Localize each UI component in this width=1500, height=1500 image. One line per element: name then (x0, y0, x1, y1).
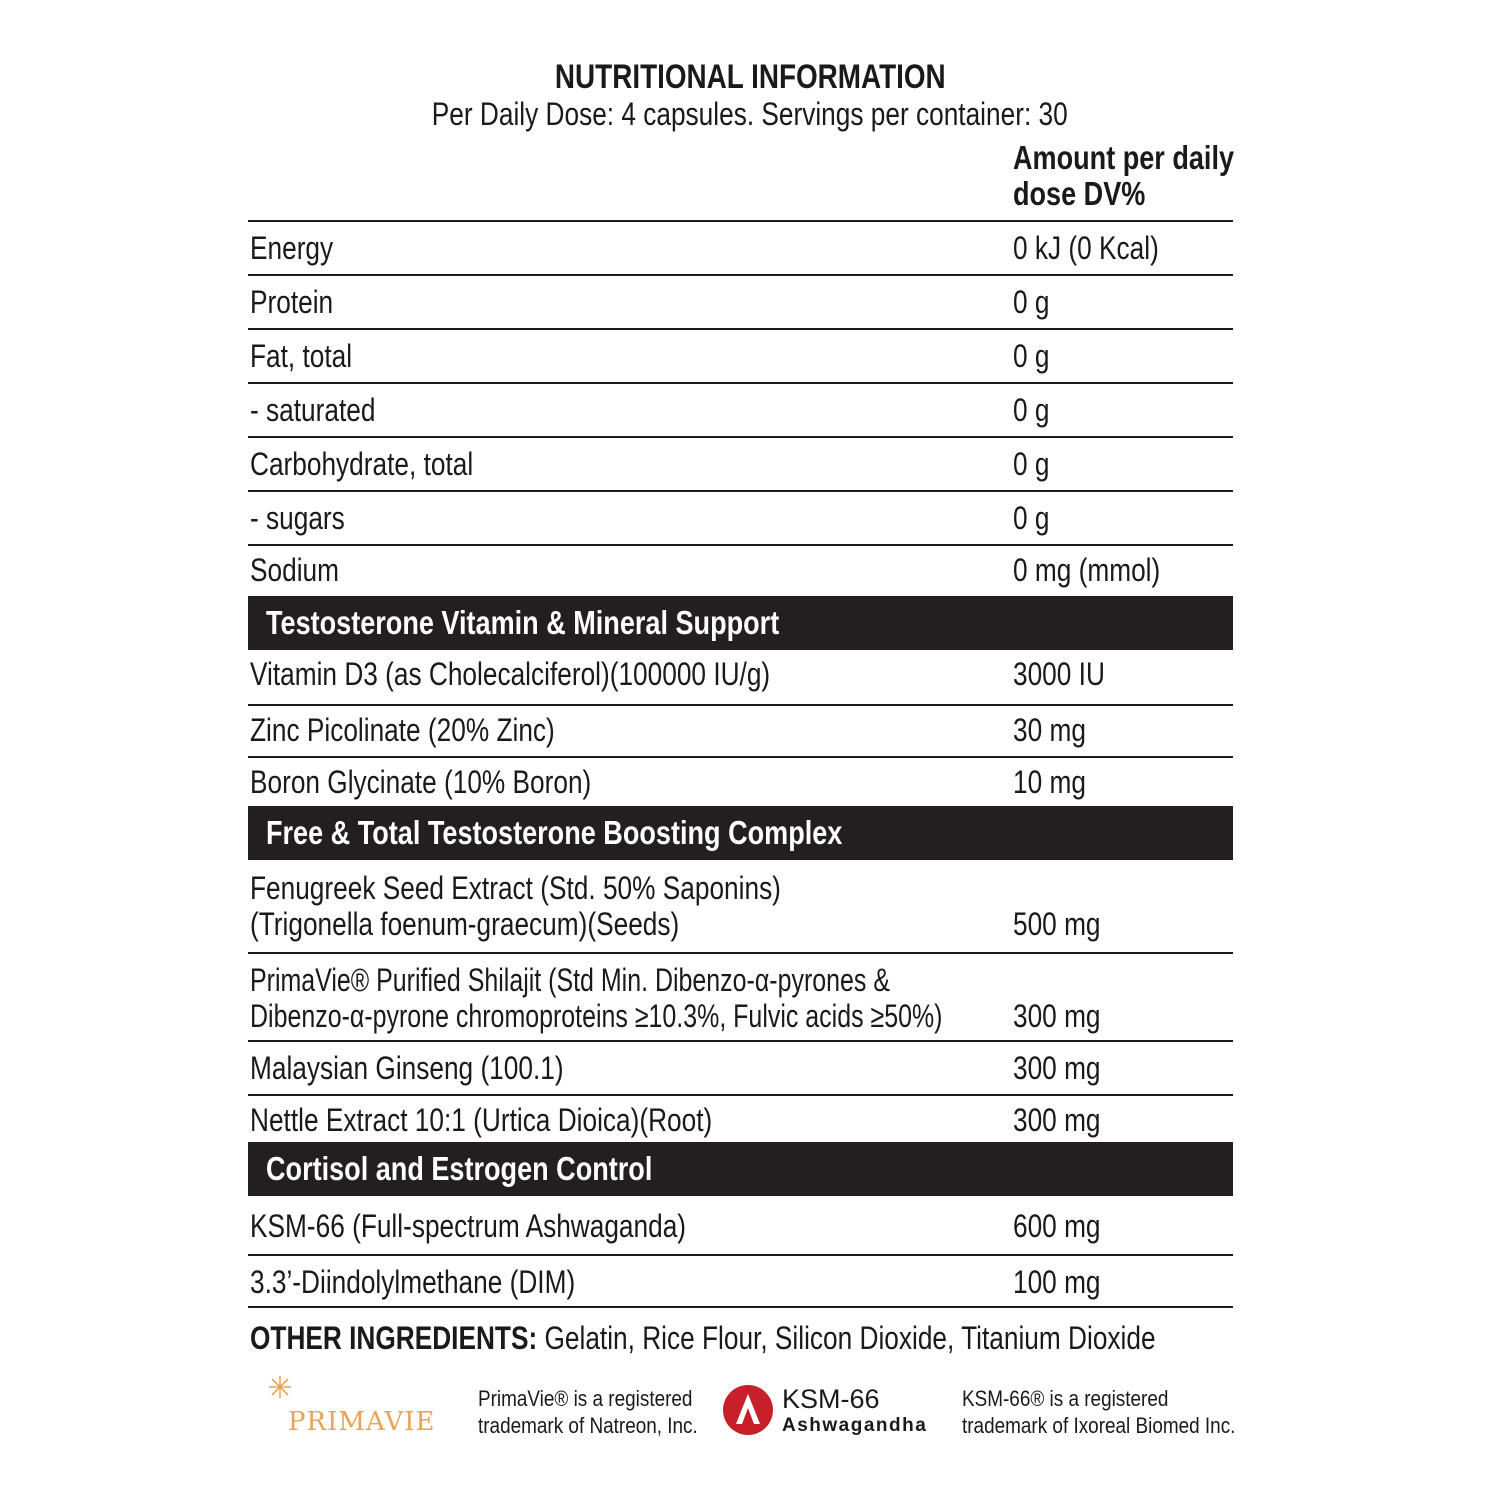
row-name: Vitamin D3 (as Cholecalciferol)(100000 IU/g) (250, 656, 771, 692)
row-value: 0 g (1013, 500, 1050, 536)
row-value: 0 g (1013, 284, 1050, 320)
row-name: 3.3’-Diindolylmethane (DIM) (250, 1264, 576, 1300)
row-name: Protein (250, 284, 334, 320)
ksm66-logo-subtitle: Ashwagandha (782, 1415, 928, 1436)
table-row (248, 220, 1233, 274)
row-name: Zinc Picolinate (20% Zinc) (250, 712, 555, 748)
serving-info: Per Daily Dose: 4 capsules. Servings per container: 30 (432, 96, 1068, 132)
row-value: 0 g (1013, 338, 1050, 374)
row-value: 100 mg (1013, 1264, 1101, 1300)
row-value: 10 mg (1013, 764, 1086, 800)
table-row (248, 704, 1233, 756)
ksm66-logo-title: KSM-66 (782, 1384, 880, 1414)
row-name: Nettle Extract 10:1 (Urtica Dioica)(Root) (250, 1102, 713, 1138)
primavie-trademark-note: PrimaVie® is a registered trademark of Natreon, Inc. (478, 1386, 698, 1438)
table-row (248, 1094, 1233, 1142)
table-row (248, 1254, 1233, 1306)
row-value: 0 g (1013, 392, 1050, 428)
primavie-logo-text: PRIMAVIE (288, 1407, 436, 1437)
row-name: Carbohydrate, total (250, 446, 474, 482)
amount-column-header: Amount per daily dose DV% (1013, 139, 1235, 212)
table-row (248, 436, 1233, 490)
row-value: 0 mg (mmol) (1013, 552, 1161, 588)
ksm66-trademark-note: KSM-66® is a registered trademark of Ixoreal Biomed Inc. (962, 1386, 1236, 1438)
nutrition-table (248, 220, 1233, 1308)
section-header-testosterone-complex: Free & Total Testosterone Boosting Complex (248, 806, 1233, 860)
row-name: Sodium (250, 552, 339, 588)
table-row (248, 382, 1233, 436)
row-name: PrimaVie® Purified Shilajit (Std Min. Dibenzo-α-pyrones & Dibenzo-α-pyrone chromoproteins ≥10.3%, Fulvic acids ≥50%) (250, 962, 943, 1034)
table-row (248, 650, 1233, 704)
table-row (248, 274, 1233, 328)
other-ingredients (250, 1320, 1354, 1357)
row-name: Boron Glycinate (10% Boron) (250, 764, 592, 800)
table-bottom-rule (248, 1306, 1233, 1308)
section-header-vitamin-mineral: Testosterone Vitamin & Mineral Support (248, 596, 1233, 650)
row-value: 0 g (1013, 446, 1050, 482)
row-value: 30 mg (1013, 712, 1086, 748)
ksm66-logo (722, 1380, 947, 1440)
row-name: Energy (250, 230, 334, 266)
row-name: KSM-66 (Full-spectrum Ashwaganda) (250, 1208, 687, 1244)
table-row (248, 756, 1233, 806)
table-row (248, 1040, 1233, 1094)
row-name: Malaysian Ginseng (100.1) (250, 1050, 564, 1086)
row-name: Fat, total (250, 338, 353, 374)
row-value: 0 kJ (0 Kcal) (1013, 230, 1159, 266)
row-value: 600 mg (1013, 1208, 1101, 1244)
row-value: 300 mg (1013, 998, 1101, 1034)
row-name: - saturated (250, 392, 376, 428)
table-row (248, 860, 1233, 952)
table-row (248, 1196, 1233, 1254)
row-value: 3000 IU (1013, 656, 1105, 692)
row-name: - sugars (250, 500, 345, 536)
table-row (248, 328, 1233, 382)
row-value: 300 mg (1013, 1050, 1101, 1086)
table-row (248, 490, 1233, 544)
other-ingredients-text: Gelatin, Rice Flour, Silicon Dioxide, Titanium Dioxide (537, 1320, 1156, 1356)
page-title: NUTRITIONAL INFORMATION (554, 58, 946, 96)
primavie-star-icon (269, 1376, 291, 1398)
section-header-cortisol-estrogen: Cortisol and Estrogen Control (248, 1142, 1233, 1196)
row-value: 300 mg (1013, 1102, 1101, 1138)
row-name: Fenugreek Seed Extract (Std. 50% Saponins) (Trigonella foenum-graecum)(Seeds) (250, 870, 781, 942)
table-row (248, 544, 1233, 596)
primavie-logo (258, 1372, 458, 1442)
row-value: 500 mg (1013, 906, 1101, 942)
table-row (248, 952, 1233, 1040)
other-ingredients-label: OTHER INGREDIENTS: (250, 1320, 538, 1356)
